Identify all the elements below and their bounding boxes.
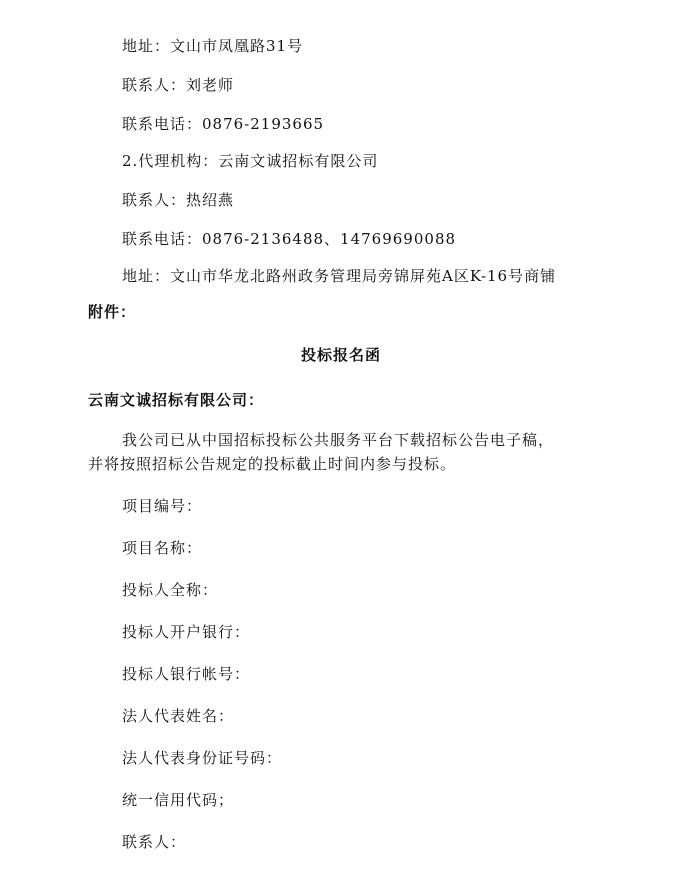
attachment-label: 附件： (88, 303, 137, 321)
field-bidder-bank: 投标人开户银行： (122, 623, 251, 641)
letter-addressee: 云南文诚招标有限公司： (88, 391, 265, 409)
address-line: 地址：文山市凤凰路31号 (122, 37, 304, 55)
letter-body-line-2: 并将按照招标公告规定的投标截止时间内参与投标。 (88, 455, 457, 473)
agency-line: 2.代理机构：云南文诚招标有限公司 (122, 152, 379, 170)
letter-body-line-1: 我公司已从中国招标投标公共服务平台下载招标公告电子稿， (122, 431, 555, 449)
agency-address-line: 地址：文山市华龙北路州政务管理局旁锦屏苑A区K-16号商铺 (122, 267, 557, 285)
contact-person-line: 联系人：刘老师 (122, 76, 235, 94)
field-bidder-name: 投标人全称： (122, 581, 219, 599)
phone-line: 联系电话：0876-2193665 (122, 115, 325, 133)
field-contact: 联系人： (122, 833, 187, 851)
field-legal-rep-name: 法人代表姓名： (122, 707, 235, 725)
field-legal-rep-id: 法人代表身份证号码： (122, 749, 283, 767)
field-project-name: 项目名称： (122, 539, 203, 557)
field-project-number: 项目编号： (122, 497, 203, 515)
agency-contact-line: 联系人：热绍燕 (122, 191, 235, 209)
letter-title: 投标报名函 (300, 346, 381, 364)
letter-body (88, 428, 588, 476)
field-bidder-account: 投标人银行帐号： (122, 665, 251, 683)
field-credit-code: 统一信用代码； (122, 791, 235, 809)
agency-phone-line: 联系电话：0876-2136488、14769690088 (122, 230, 457, 248)
